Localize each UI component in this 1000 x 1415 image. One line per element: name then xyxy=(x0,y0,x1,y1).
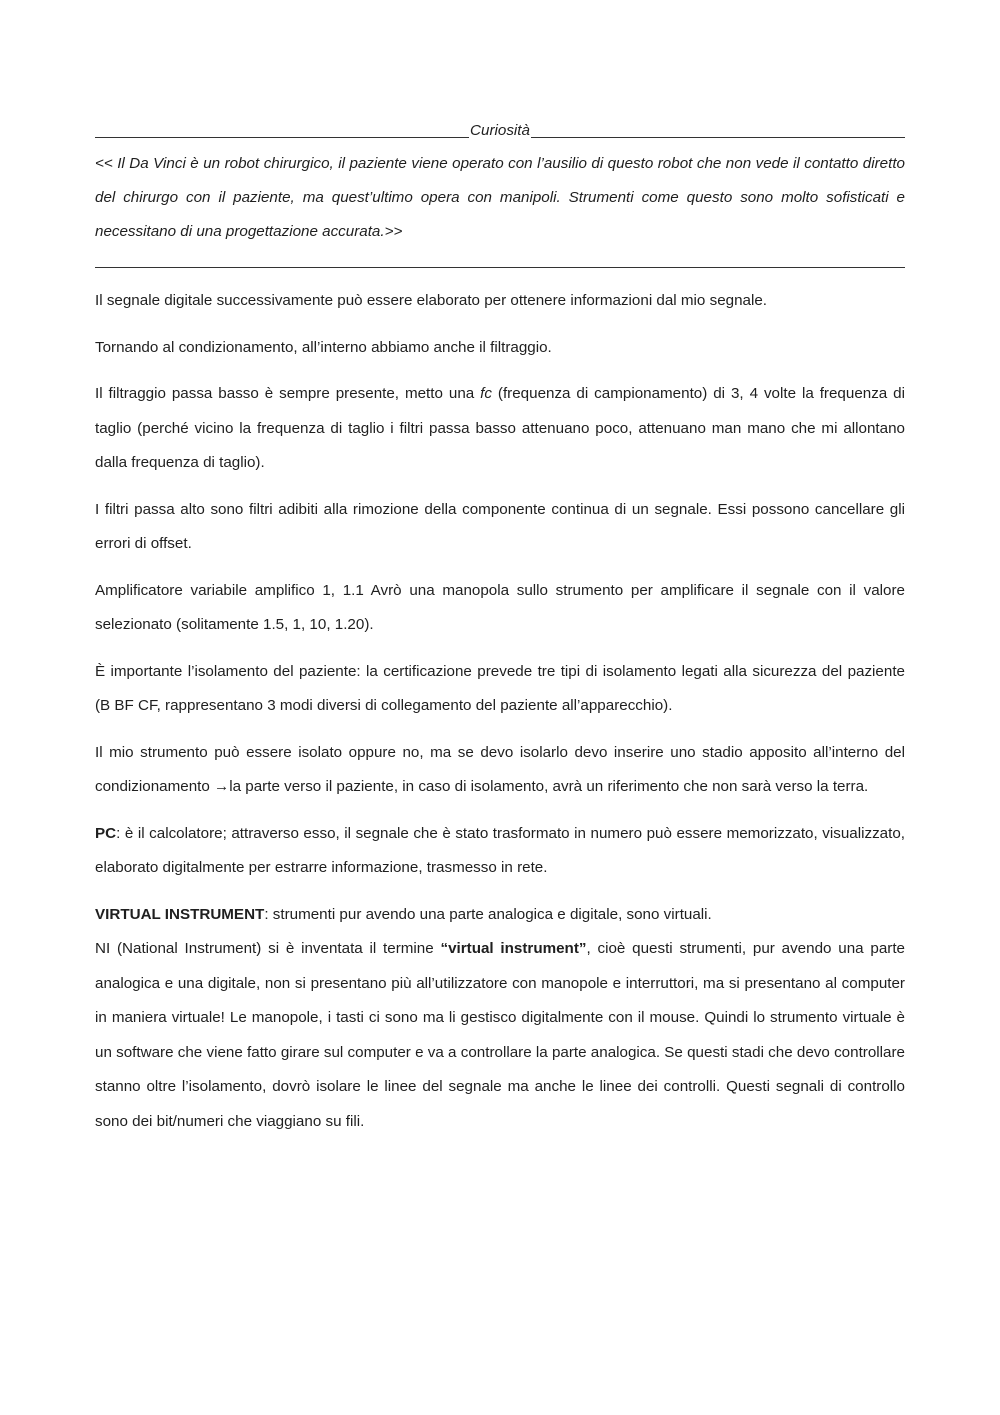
paragraph-virtual-instrument xyxy=(95,898,905,933)
isolation-text-b: la parte verso il paziente, in caso di isolamento, avrà un riferimento che non sarà verso la terra. xyxy=(229,778,869,795)
paragraph-conditioning: Tornando al condizionamento, all’interno abbiamo anche il filtraggio. xyxy=(95,338,552,356)
ni-term: “virtual instrument” xyxy=(440,940,587,957)
paragraph-pc xyxy=(95,817,905,886)
virtual-instrument-section xyxy=(95,898,905,1140)
right-arrow-icon: → xyxy=(214,778,230,795)
header-rule-right xyxy=(531,137,905,138)
ni-text-a: NI (National Instrument) si è inventata il termine xyxy=(95,940,441,957)
ni-text-b: , cioè questi strumenti, pur avendo una parte analogica e una digitale, non si presentano più all’utilizzatore con manopole e interruttori, ma si presentano al computer in maniera virtuale! Le manopole, i tasti ci sono ma li gestisco digitalmente con il mouse. Quindi lo strumento virtuale è un software che viene fatto girare sul computer e va a controllare la parte analogica. Se questi stadi che devo controllare stanno oltre l’isolamento, dovrò isolare le linee del segnale ma anche le linee dei controlli. Questi segnali di controllo sono dei bit/numeri che viaggiano su fili. xyxy=(95,940,905,1130)
curiosita-quote: << Il Da Vinci è un robot chirurgico, il paziente viene operato con l’ausilio di questo robot che non vede il contatto diretto del chirurgo con il paziente, ma quest’ultimo opera con manipoli. Strumenti come questo sono molto sofisticati e necessitano di una progettazione accurata.>> xyxy=(95,155,905,240)
paragraph-patient-isolation: È importante l’isolamento del paziente: la certificazione prevede tre tipi di isolamento legati alla sicurezza del paziente (B BF CF, rappresentano 3 modi diversi di collegamento del paziente all’apparecchio). xyxy=(95,662,905,714)
paragraph-amplifier: Amplificatore variabile amplifico 1, 1.1 Avrò una manopola sullo strumento per amplificare il segnale con il valore selezionato (solitamente 1.5, 1, 10, 1.20). xyxy=(95,581,905,633)
paragraph-low-pass xyxy=(95,377,905,481)
curiosita-header xyxy=(95,117,905,145)
isolation-text-a: Il mio strumento può essere isolato oppure no, ma se devo isolarlo devo inserire uno stadio apposito all’interno del condizionamento xyxy=(95,743,905,795)
document-page xyxy=(95,117,905,1139)
paragraph-national-instrument xyxy=(95,932,905,1139)
paragraph-digital-signal: Il segnale digitale successivamente può essere elaborato per ottenere informazioni dal mio segnale. xyxy=(95,292,768,309)
vi-term: VIRTUAL INSTRUMENT xyxy=(95,905,265,923)
curiosita-bottom-rule xyxy=(95,267,905,268)
header-rule-left xyxy=(95,137,469,138)
paragraph-high-pass: I filtri passa alto sono filtri adibiti alla rimozione della componente continua di un segnale. Essi possono cancellare gli errori di offset. xyxy=(95,500,905,552)
pc-term: PC xyxy=(95,824,117,842)
pc-text: : è il calcolatore; attraverso esso, il segnale che è stato trasformato in numero può essere memorizzato, visualizzato, elaborato digitalmente per estrarre informazione, trasmesso in rete. xyxy=(95,824,905,876)
low-pass-text-a: Il filtraggio passa basso è sempre presente, metto una xyxy=(95,385,481,402)
paragraph-instrument-isolation xyxy=(95,736,905,805)
curiosita-title: Curiosità xyxy=(470,122,530,139)
fc-term: fc xyxy=(480,385,492,402)
vi-text: : strumenti pur avendo una parte analogica e digitale, sono virtuali. xyxy=(264,905,712,923)
low-pass-text-b: (frequenza di campionamento) di 3, 4 volte la frequenza di taglio (perché vicino la frequenza di taglio i filtri passa basso attenuano poco, attenuano man mano che mi allontano dalla frequenza di taglio). xyxy=(95,385,905,471)
